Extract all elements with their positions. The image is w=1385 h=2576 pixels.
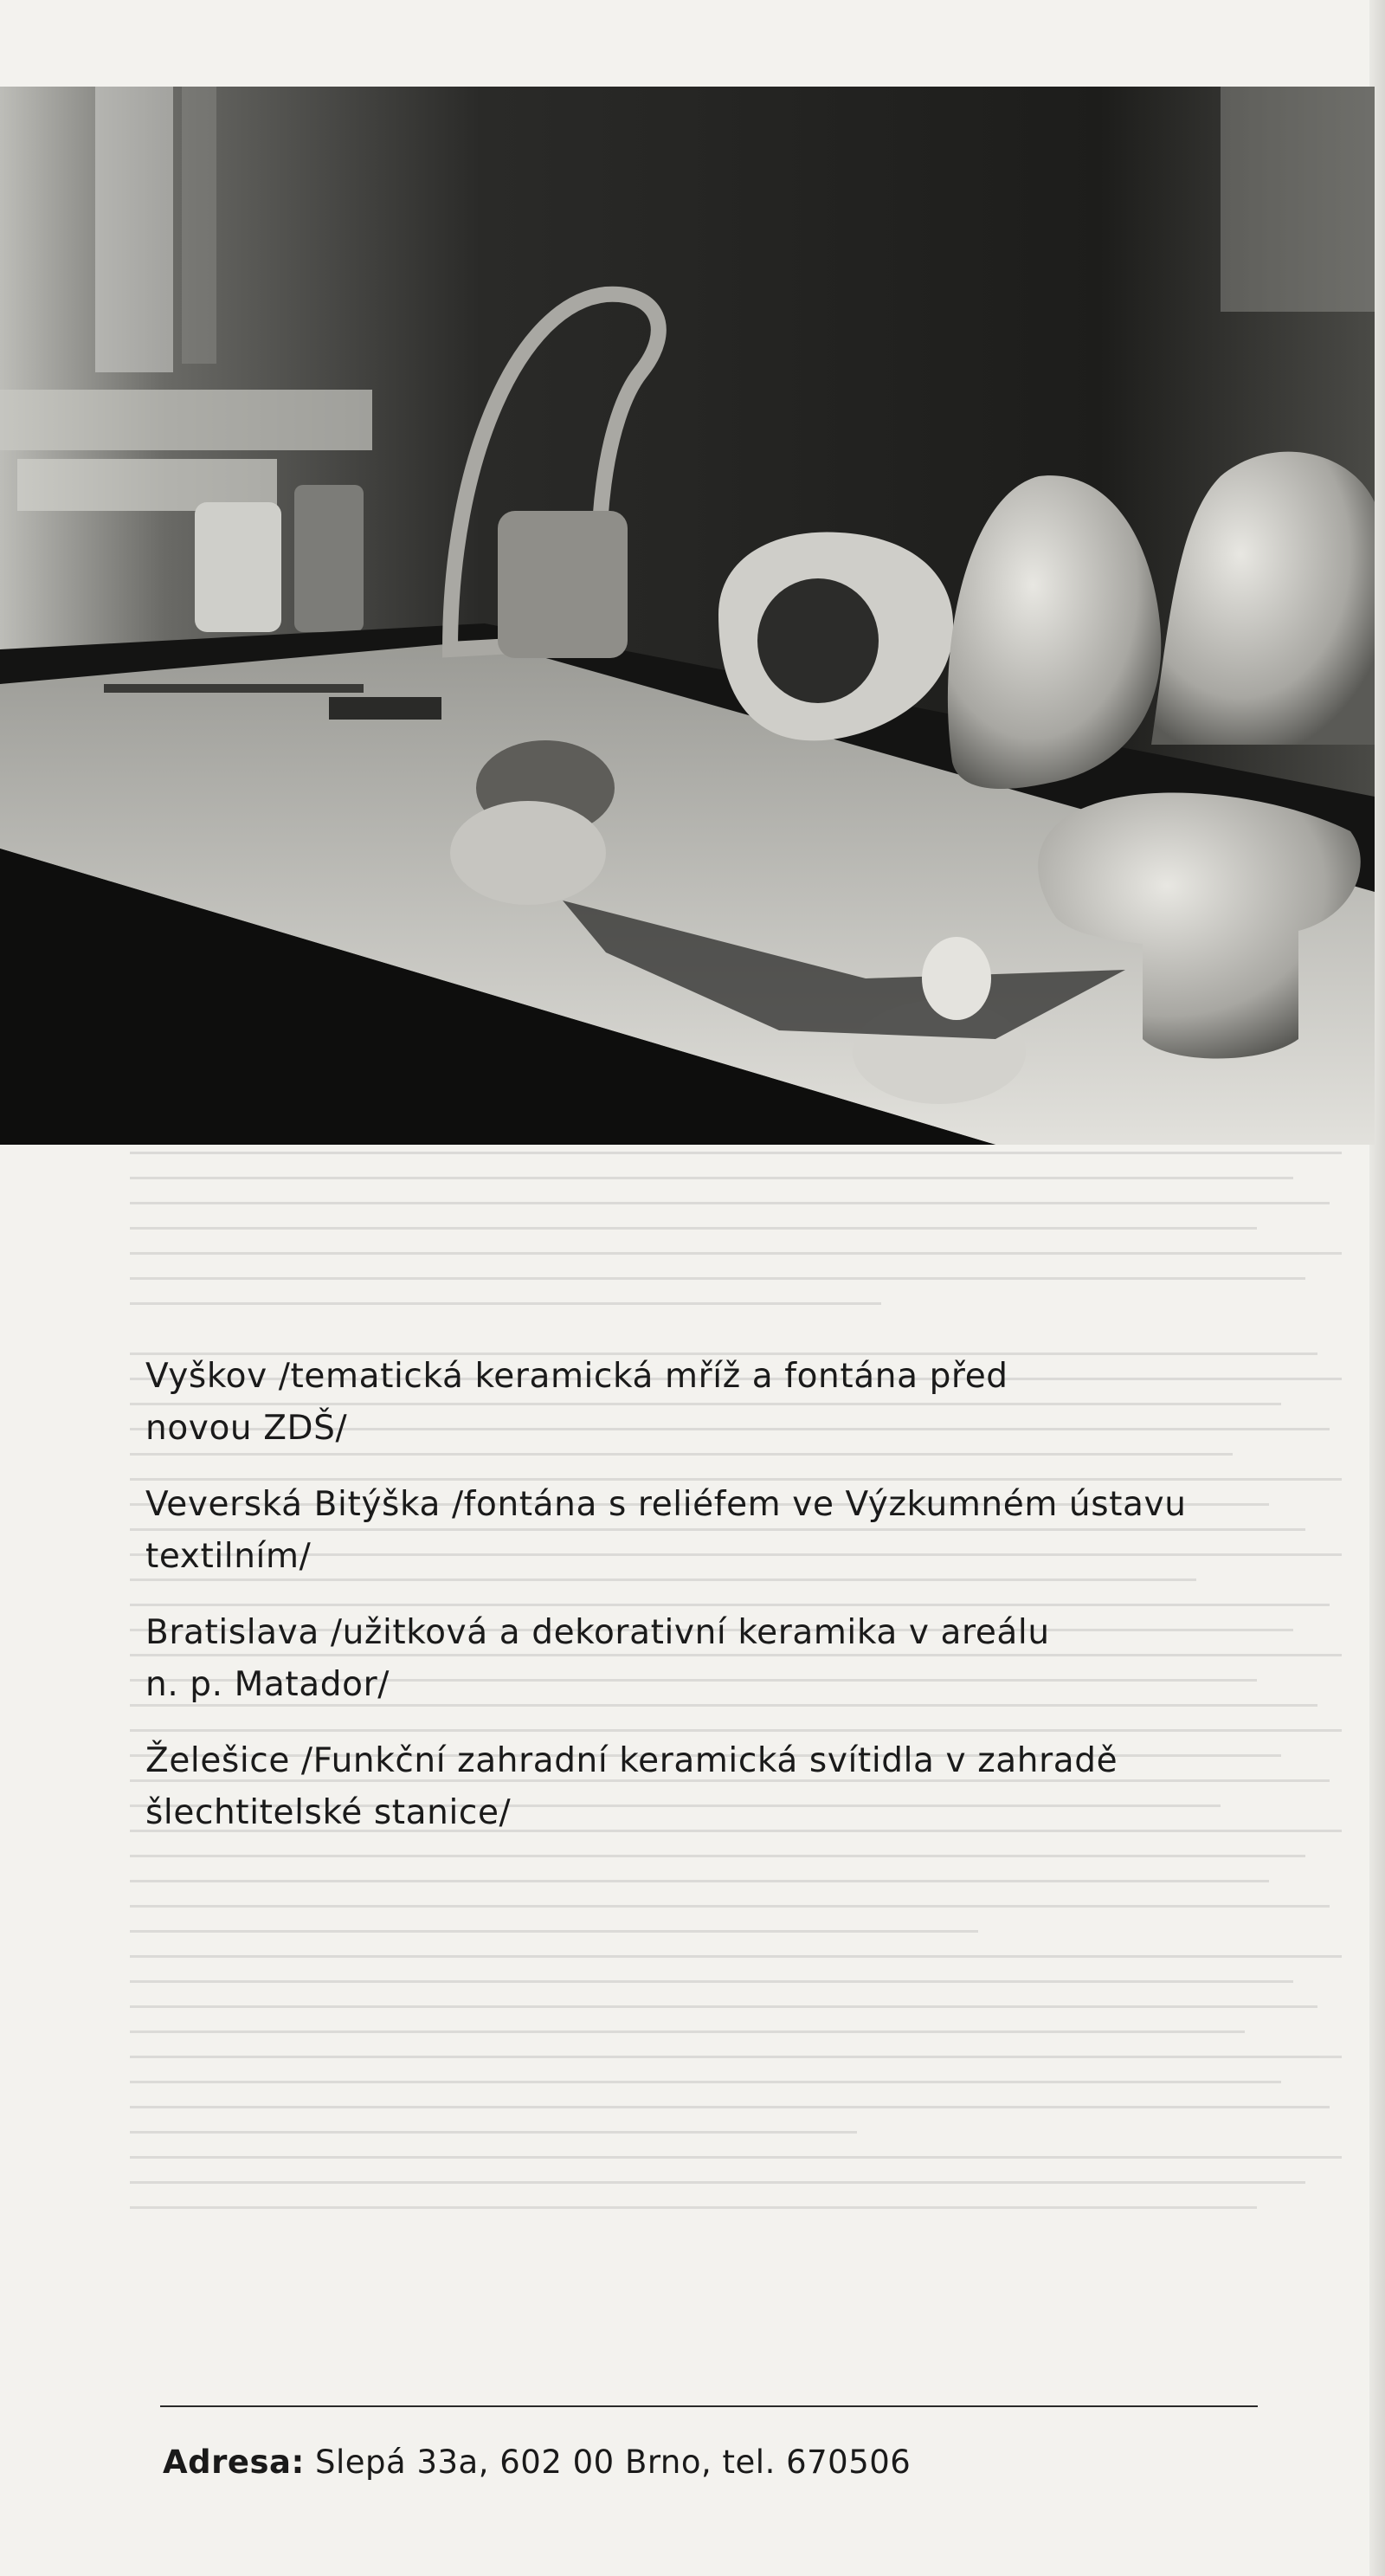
caption-line: Veverská Bitýška /fontána s reliéfem ve Výzkumném ústavu xyxy=(145,1485,1187,1524)
caption-vyskov xyxy=(145,1351,1271,1455)
caption-line: novou ZDŠ/ xyxy=(145,1409,348,1448)
address-value: Slepá 33a, 602 00 Brno, tel. 670506 xyxy=(315,2444,912,2481)
address-line xyxy=(163,2444,911,2481)
caption-bratislava xyxy=(145,1607,1271,1711)
caption-veverska-bityska xyxy=(145,1479,1271,1583)
caption-line: textilním/ xyxy=(145,1537,312,1576)
caption-line: Vyškov /tematická keramická mříž a fontána před xyxy=(145,1357,1008,1396)
studio-photograph xyxy=(0,87,1375,1145)
horizontal-divider xyxy=(160,2405,1258,2407)
caption-line: Želešice /Funkční zahradní keramická svítidla v zahradě xyxy=(145,1741,1118,1780)
address-label: Adresa: xyxy=(163,2444,305,2481)
caption-list xyxy=(145,1351,1271,1863)
caption-zelesice xyxy=(145,1735,1271,1839)
caption-line: Bratislava /užitková a dekorativní keramika v areálu xyxy=(145,1613,1050,1652)
caption-line: n. p. Matador/ xyxy=(145,1665,390,1704)
caption-line: šlechtitelské stanice/ xyxy=(145,1793,512,1832)
